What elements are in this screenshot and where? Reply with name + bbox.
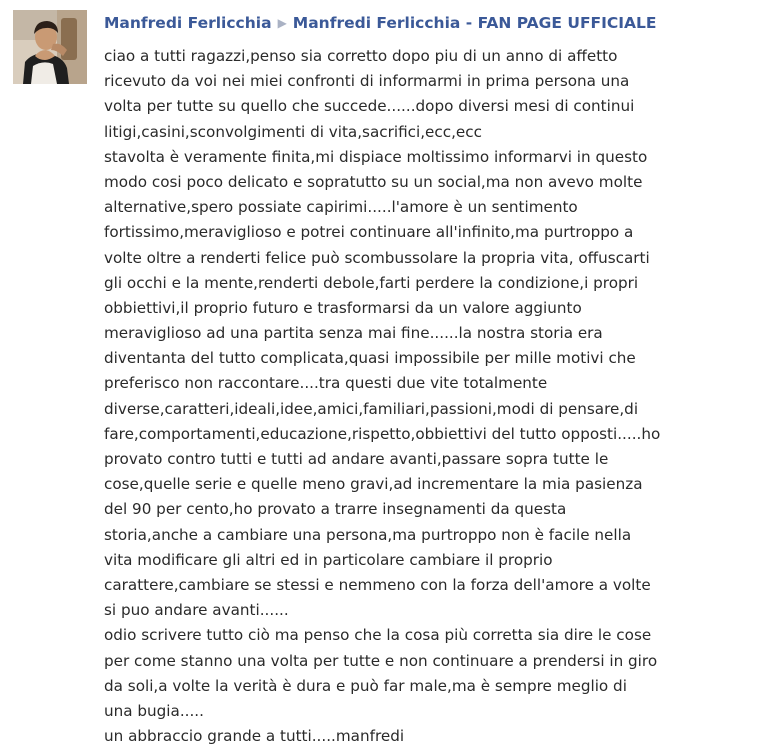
- message-line: provato contro tutti e tutti ad andare avanti,passare sopra tutte le: [104, 450, 609, 468]
- message-line: del 90 per cento,ho provato a trarre insegnamenti da questa: [104, 500, 567, 519]
- author-avatar[interactable]: [13, 10, 87, 84]
- message-line: diventanta del tutto complicata,quasi impossibile per mille motivi che: [104, 349, 636, 368]
- profile-photo-icon: [13, 10, 87, 84]
- fan-page-link[interactable]: Manfredi Ferlicchia - FAN PAGE UFFICIALE: [292, 14, 657, 32]
- author-name-link[interactable]: Manfredi Ferlicchia: [104, 14, 272, 32]
- message-line: obbiettivi,il proprio futuro e trasformarsi da un valore aggiunto: [104, 298, 582, 317]
- message-line: meraviglioso ad una partita senza mai fine......la nostra storia era: [104, 324, 603, 343]
- message-line: cose,quelle serie e quelle meno gravi,ad incrementare la mia pasienza: [104, 475, 643, 494]
- message-line: una bugia.....: [104, 701, 204, 720]
- message-line: fortissimo,meraviglioso e potrei continuare all'infinito,ma purtroppo a: [104, 223, 634, 242]
- message-line: alternative,spero possiate capirimi.....l'amore è un sentimento: [104, 198, 578, 217]
- message-line: stavolta è veramente finita,mi dispiace moltissimo informarvi in questo: [104, 147, 648, 166]
- message-line: volta per tutte su quello che succede......dopo diversi mesi di continui: [104, 97, 635, 116]
- message-line: modo cosi poco delicato e sopratutto su un social,ma non avevo molte: [104, 172, 643, 191]
- message-line: litigi,casini,sconvolgimenti di vita,sacrifici,ecc,ecc: [104, 122, 482, 141]
- arrow-right-icon: ▶: [277, 16, 287, 30]
- post-header: [104, 12, 657, 34]
- message-line: per come stanno una volta per tutte e non continuare a prendersi in giro: [104, 651, 658, 670]
- message-line: ricevuto da voi nei miei confronti di informarmi in prima persona una: [104, 72, 630, 91]
- message-line: vita modificare gli altri ed in particolare cambiare il proprio: [104, 550, 553, 569]
- message-line: preferisco non raccontare....tra questi due vite totalmente: [104, 374, 548, 393]
- message-line: carattere,cambiare se stessi e nemmeno con la forza dell'amore a volte: [104, 575, 651, 594]
- post-message: [104, 44, 754, 749]
- message-line: odio scrivere tutto ciò ma penso che la cosa più corretta sia dire le cose: [104, 626, 652, 645]
- message-line: si puo andare avanti......: [104, 601, 289, 620]
- message-line: storia,anche a cambiare una persona,ma purtroppo non è facile nella: [104, 525, 632, 544]
- message-line: da soli,a volte la verità è dura e può far male,ma è sempre meglio di: [104, 676, 627, 695]
- message-line: volte oltre a renderti felice può scombussolare la propria vita, offuscarti: [104, 248, 650, 267]
- message-line: diverse,caratteri,ideali,idee,amici,familiari,passioni,modi di pensare,di: [104, 399, 639, 418]
- message-line: ciao a tutti ragazzi,penso sia corretto dopo piu di un anno di affetto: [104, 47, 618, 65]
- message-line: gli occhi e la mente,renderti debole,farti perdere la condizione,i propri: [104, 273, 639, 292]
- message-line: fare,comportamenti,educazione,rispetto,obbiettivi del tutto opposti.....ho: [104, 424, 661, 443]
- message-line: un abbraccio grande a tutti.....manfredi: [104, 727, 405, 746]
